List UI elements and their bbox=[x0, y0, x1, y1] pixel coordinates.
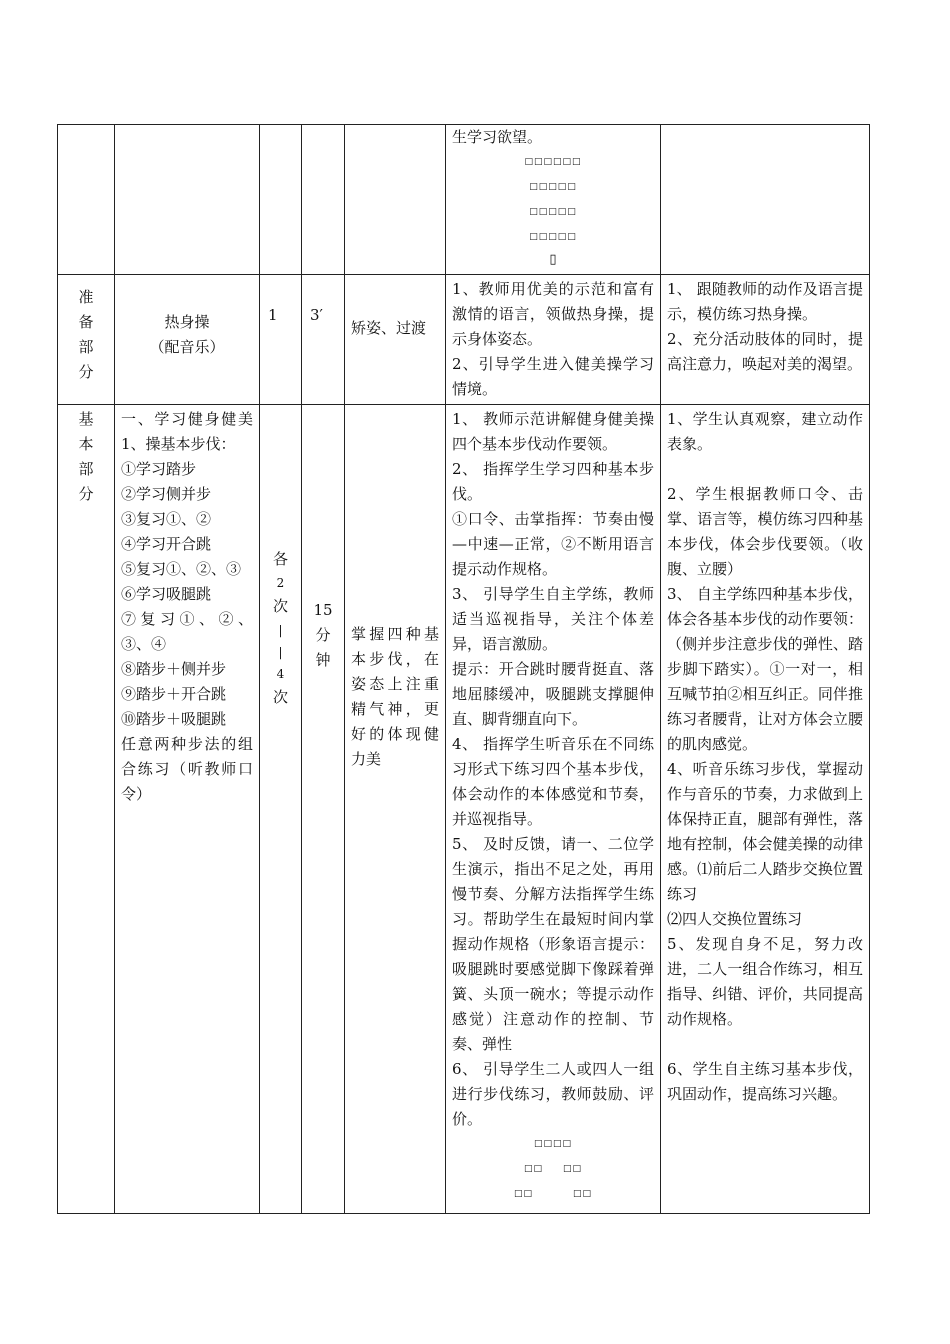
formation-line: □□□□□ bbox=[529, 232, 577, 242]
teacher-text: 4、 指挥学生听音乐在不同练习形式下练习四个基本步伐，体会动作的本体感觉和节奏，并巡视指导。 bbox=[452, 735, 654, 828]
content-cell bbox=[115, 275, 260, 405]
group-value: 1 bbox=[268, 306, 278, 324]
group-cell bbox=[260, 405, 302, 1214]
student-text: 6、学生自主练习基本步伐，巩固动作，提高练习兴趣。 bbox=[667, 1060, 863, 1103]
teacher-text: ①口令、击掌指挥：节奏由慢—中速—正常，②不断用语言提示动作规格。 bbox=[452, 510, 654, 578]
content-item: ⑦复习①、②、③、④ bbox=[121, 610, 253, 653]
formation-line: □□□□□□ bbox=[524, 157, 582, 167]
student-spacer bbox=[667, 1032, 863, 1057]
content-item: ⑧踏步＋侧并步 bbox=[121, 660, 227, 678]
content-item: ②学习侧并步 bbox=[121, 485, 212, 503]
content-cell bbox=[115, 405, 260, 1214]
table-row bbox=[58, 405, 870, 1214]
content-subtitle: （配音乐） bbox=[149, 338, 225, 356]
time-cell bbox=[302, 405, 345, 1214]
teacher-text: 1、教师用优美的示范和富有激情的语言，领做热身操，提示身体姿态。 bbox=[452, 280, 654, 348]
teacher-text: 生学习欲望。 bbox=[452, 128, 543, 146]
student-text: 4、听音乐练习步伐，掌握动作与音乐的节奏，力求做到上体保持正直，腿部有弹性，落地有控制，体会健美操的动律感。⑴前后二人踏步交换位置练习 bbox=[667, 760, 863, 903]
student-text: 2、学生根据教师口令、击掌、语言等，模仿练习四种基本步伐，体会步伐要领。（收腹、立腰） bbox=[667, 485, 863, 578]
time-char: 分 bbox=[315, 626, 331, 644]
content-title: 热身操 bbox=[164, 313, 210, 331]
content-item: ⑤复习①、②、③ bbox=[121, 560, 242, 578]
section-char: 准 bbox=[78, 288, 94, 306]
section-char: 基 bbox=[78, 410, 94, 428]
teacher-text: 6、 引导学生二人或四人一组进行步伐练习，教师鼓励、评价。 bbox=[452, 1060, 654, 1128]
student-text: 2、充分活动肢体的同时，提高注意力，唤起对美的渴望。 bbox=[667, 330, 863, 373]
group-char: | bbox=[278, 623, 283, 637]
section-char: 部 bbox=[78, 338, 94, 356]
table-row bbox=[58, 275, 870, 405]
section-char: 本 bbox=[78, 435, 94, 453]
content-item: ④学习开合跳 bbox=[121, 535, 212, 553]
lesson-plan-table bbox=[57, 124, 870, 1214]
teacher-position-marker: ▯ bbox=[549, 252, 557, 267]
goal-text: 掌握四种基本步伐，在姿态上注重精气神，更好的体现健力美 bbox=[351, 625, 439, 768]
teacher-text: 2、 指挥学生学习四种基本步伐。 bbox=[452, 460, 654, 503]
content-item: 一、学习健身健美1、操基本步伐： bbox=[121, 410, 253, 453]
content-item: ⑩踏步＋吸腿跳 bbox=[121, 710, 227, 728]
student-text: ⑵四人交换位置练习 bbox=[667, 910, 803, 928]
formation-line: □□□□ bbox=[533, 1139, 572, 1149]
content-item: 任意两种步法的组合练习（听教师口令） bbox=[121, 735, 253, 803]
time-char: 15 bbox=[313, 601, 333, 619]
group-cell bbox=[260, 275, 302, 405]
time-value: 3′ bbox=[310, 306, 323, 324]
group-char: 次 bbox=[272, 688, 288, 706]
group-char: 各 bbox=[272, 550, 288, 568]
time-cell bbox=[302, 275, 345, 405]
formation-line: □□ □□ bbox=[513, 1189, 592, 1199]
content-cell bbox=[115, 125, 260, 275]
group-char: 2 bbox=[276, 576, 285, 590]
content-item: ⑥学习吸腿跳 bbox=[121, 585, 212, 603]
teacher-activity-cell bbox=[446, 405, 661, 1214]
section-cell bbox=[58, 275, 115, 405]
section-char: 部 bbox=[78, 460, 94, 478]
formation-line: □□ □□ bbox=[523, 1164, 582, 1174]
group-char: 次 bbox=[272, 597, 288, 615]
teacher-text: 2、引导学生进入健美操学习情境。 bbox=[452, 355, 654, 398]
formation-line: □□□□□ bbox=[529, 207, 577, 217]
teacher-activity-cell bbox=[446, 275, 661, 405]
teacher-text: 3、 引导学生自主学练，教师适当巡视指导，关注个体差异，语言激励。 bbox=[452, 585, 654, 653]
student-text: 3、 自主学练四种基本步伐，体会各基本步伐的动作要领：（侧并步注意步伐的弹性、踏步脚下踏实）。①一对一，相互喊节拍②相互纠正。同伴推练习者腰背，让对方体会立腰的肌肉感觉。 bbox=[667, 585, 863, 753]
section-char: 备 bbox=[78, 313, 94, 331]
group-char: | bbox=[278, 645, 283, 659]
section-cell bbox=[58, 405, 115, 1214]
goal-cell bbox=[345, 405, 446, 1214]
group-cell bbox=[260, 125, 302, 275]
content-item: ①学习踏步 bbox=[121, 460, 197, 478]
teacher-activity-cell bbox=[446, 125, 661, 275]
teacher-text: 1、 教师示范讲解健身健美操四个基本步伐动作要领。 bbox=[452, 410, 654, 453]
student-spacer bbox=[667, 457, 863, 482]
teacher-text: 5、 及时反馈，请一、二位学生演示，指出不足之处，再用慢节奏、分解方法指挥学生练习。帮助学生在最短时间内掌握动作规格（形象语言提示：吸腿跳时要感觉脚下像踩着弹簧、头顶一碗水；等提示动作感觉）注意动作的控制、节奏、弹性 bbox=[452, 835, 654, 1053]
goal-cell bbox=[345, 275, 446, 405]
time-cell bbox=[302, 125, 345, 275]
student-activity-cell bbox=[661, 405, 870, 1214]
student-text: 5、发现自身不足，努力改进，二人一组合作练习，相互指导、纠错、评价，共同提高动作规格。 bbox=[667, 935, 863, 1028]
teacher-text: 提示：开合跳时腰背挺直、落地屈膝缓冲，吸腿跳支撑腿伸直、脚背绷直向下。 bbox=[452, 660, 654, 728]
goal-cell bbox=[345, 125, 446, 275]
formation-line: □□□□□ bbox=[529, 182, 577, 192]
student-activity-cell bbox=[661, 125, 870, 275]
content-item: ③复习①、② bbox=[121, 510, 212, 528]
section-char: 分 bbox=[78, 485, 94, 503]
content-item: ⑨踏步＋开合跳 bbox=[121, 685, 227, 703]
student-activity-cell bbox=[661, 275, 870, 405]
group-char: 4 bbox=[276, 667, 285, 681]
student-text: 1、 跟随教师的动作及语言提示，模仿练习热身操。 bbox=[667, 280, 863, 323]
section-char: 分 bbox=[78, 363, 94, 381]
time-char: 钟 bbox=[315, 651, 331, 669]
goal-text: 矫姿、过渡 bbox=[351, 319, 427, 337]
section-cell bbox=[58, 125, 115, 275]
table-row bbox=[58, 125, 870, 275]
student-text: 1、学生认真观察，建立动作表象。 bbox=[667, 410, 863, 453]
